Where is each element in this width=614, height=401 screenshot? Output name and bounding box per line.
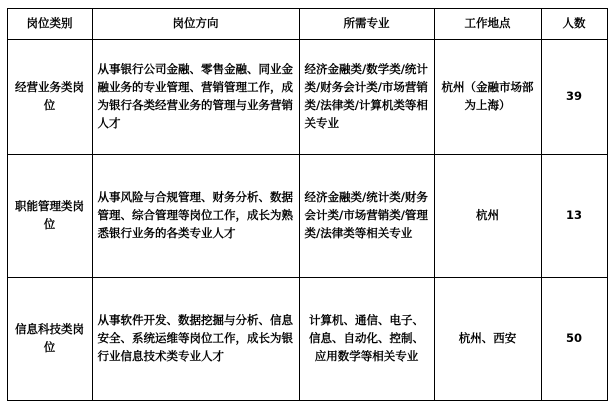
- cell-category: 职能管理类岗位: [7, 155, 92, 278]
- cell-direction: 从事风险与合规管理、财务分析、数据管理、综合管理等岗位工作，成长为熟悉银行业务的各类专业人才: [92, 155, 299, 278]
- cell-count: 13: [541, 155, 607, 278]
- table-row: [7, 278, 607, 401]
- cell-direction: 从事银行公司金融、零售金融、同业金融业务的专业管理、营销管理工作，成为银行各类经营业务的管理与业务营销人才: [92, 40, 299, 155]
- table-body: [7, 40, 607, 401]
- cell-location: 杭州、西安: [434, 278, 541, 401]
- table-header: [7, 9, 607, 40]
- table-row: [7, 155, 607, 278]
- cell-category: 经营业务类岗位: [7, 40, 92, 155]
- cell-count: 50: [541, 278, 607, 401]
- cell-count: 39: [541, 40, 607, 155]
- header-location: 工作地点: [434, 9, 541, 40]
- header-major: 所需专业: [299, 9, 434, 40]
- job-positions-table: [7, 8, 608, 401]
- header-category: 岗位类别: [7, 9, 92, 40]
- cell-location: 杭州（金融市场部为上海）: [434, 40, 541, 155]
- cell-location: 杭州: [434, 155, 541, 278]
- header-direction: 岗位方向: [92, 9, 299, 40]
- cell-direction: 从事软件开发、数据挖掘与分析、信息安全、系统运维等岗位工作，成长为银行业信息技术类专业人才: [92, 278, 299, 401]
- table-row: [7, 40, 607, 155]
- cell-major: 计算机、通信、电子、信息、自动化、控制、应用数学等相关专业: [299, 278, 434, 401]
- header-row: [7, 9, 607, 40]
- header-count: 人数: [541, 9, 607, 40]
- cell-major: 经济金融类/数学类/统计类/财务会计类/市场营销类/法律类/计算机类等相关专业: [299, 40, 434, 155]
- cell-category: 信息科技类岗位: [7, 278, 92, 401]
- cell-major: 经济金融类/统计类/财务会计类/市场营销类/管理类/法律类等相关专业: [299, 155, 434, 278]
